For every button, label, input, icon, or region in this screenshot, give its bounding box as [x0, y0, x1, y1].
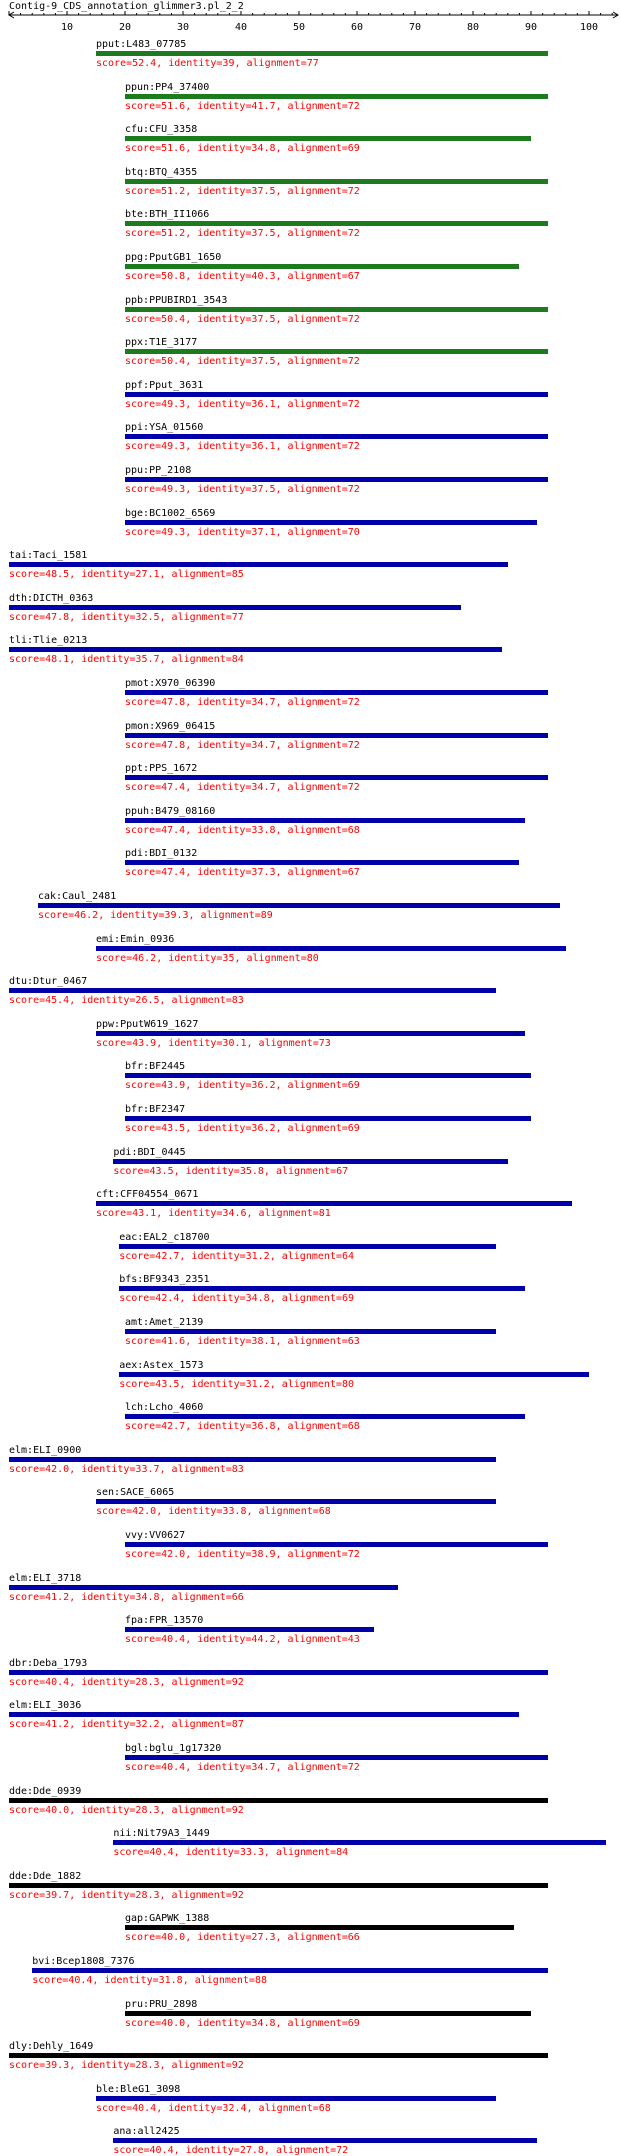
axis-tick-label: 10 — [60, 22, 74, 33]
alignment-bar — [9, 988, 496, 993]
axis-tick-label: 90 — [524, 22, 538, 33]
alignment-bar — [125, 775, 548, 780]
alignment-bar — [96, 2096, 496, 2101]
hit-name: aex:Astex_1573 — [119, 1359, 204, 1371]
hit-score-text: score=41.2, identity=34.8, alignment=66 — [9, 1591, 244, 1603]
hit-score-text: score=42.7, identity=36.8, alignment=68 — [125, 1421, 360, 1433]
hit-name: ppw:PputW619_1627 — [96, 1018, 199, 1030]
alignment-bar — [125, 520, 537, 525]
hit-score-text: score=49.3, identity=36.1, alignment=72 — [125, 441, 360, 453]
hit-score-text: score=51.2, identity=37.5, alignment=72 — [125, 185, 360, 197]
hit-score-text: score=49.3, identity=36.1, alignment=72 — [125, 398, 360, 410]
alignment-bar — [96, 1031, 525, 1036]
alignment-bar — [125, 94, 548, 99]
hit-name: emi:Emin_0936 — [96, 933, 175, 945]
hit-score-text: score=51.6, identity=41.7, alignment=72 — [125, 100, 360, 112]
hit-name: bfr:BF2445 — [125, 1061, 186, 1073]
hit-score-text: score=47.4, identity=37.3, alignment=67 — [125, 867, 360, 879]
axis-tick-label: 50 — [292, 22, 306, 33]
alignment-bar — [9, 605, 461, 610]
hit-score-text: score=49.3, identity=37.5, alignment=72 — [125, 484, 360, 495]
hit-name: dly:Dehly_1649 — [9, 2041, 94, 2053]
hit-name: pdi:BDI_0132 — [125, 848, 198, 860]
hit-score-text: score=43.5, identity=31.2, alignment=80 — [119, 1378, 354, 1390]
alignment-bar — [119, 1286, 525, 1291]
hit-name: ppuh:B479_08160 — [125, 805, 216, 817]
hit-name: bge:BC1002_6569 — [125, 507, 216, 519]
hit-name: pmon:X969_06415 — [125, 720, 216, 732]
hit-score-text: score=40.4, identity=44.2, alignment=43 — [125, 1634, 360, 1646]
hit-score-text: score=47.4, identity=34.7, alignment=72 — [125, 782, 360, 794]
hit-name: fpa:FPR_13570 — [125, 1615, 204, 1627]
hit-score-text: score=40.4, identity=28.3, alignment=92 — [9, 1676, 244, 1688]
alignment-bar — [9, 1712, 519, 1717]
hit-score-text: score=45.4, identity=26.5, alignment=83 — [9, 995, 244, 1007]
hit-score-text: score=40.4, identity=27.8, alignment=72 — [113, 2145, 349, 2156]
hit-score-text: score=46.2, identity=35, alignment=80 — [96, 952, 319, 964]
alignment-bar — [96, 1201, 572, 1206]
alignment-bar — [125, 1073, 531, 1078]
hit-score-text: score=42.0, identity=33.8, alignment=68 — [96, 1506, 331, 1518]
hit-score-text: score=46.2, identity=39.3, alignment=89 — [38, 910, 273, 921]
alignment-bar — [96, 1499, 496, 1504]
diagram-title: Contig-9_CDS_annotation_glimmer3.pl_2_2 — [9, 1, 244, 12]
hit-name: ble:BleG1_3098 — [96, 2083, 181, 2095]
alignment-bar — [125, 221, 548, 226]
hit-score-text: score=48.5, identity=27.1, alignment=85 — [9, 569, 244, 581]
hit-name: amt:Amet_2139 — [125, 1317, 204, 1328]
alignment-bar — [125, 1414, 525, 1419]
hit-score-text: score=47.4, identity=33.8, alignment=68 — [125, 824, 360, 836]
hit-name: lch:Lcho_4060 — [125, 1402, 204, 1414]
alignment-bar — [125, 690, 548, 695]
hit-name: ppg:PputGB1_1650 — [125, 252, 222, 263]
hit-score-text: score=43.9, identity=36.2, alignment=69 — [125, 1080, 360, 1092]
hit-name: ppt:PPS_1672 — [125, 763, 198, 775]
hit-name: bfr:BF2347 — [125, 1104, 186, 1115]
alignment-bar — [9, 1798, 548, 1803]
alignment-bar — [125, 349, 548, 354]
hit-name: pdi:BDI_0445 — [113, 1146, 186, 1158]
hit-name: elm:ELI_3718 — [9, 1572, 82, 1584]
alignment-bar — [125, 1755, 548, 1760]
alignment-bar — [125, 136, 531, 141]
hit-name: dde:Dde_1882 — [9, 1870, 82, 1882]
hit-name: bfs:BF9343_2351 — [119, 1274, 210, 1286]
hit-score-text: score=49.3, identity=37.1, alignment=70 — [125, 526, 360, 538]
hit-score-text: score=43.9, identity=30.1, alignment=73 — [96, 1037, 331, 1049]
hit-name: ppu:PP_2108 — [125, 465, 192, 476]
hit-name: bte:BTH_II1066 — [125, 209, 210, 221]
hit-score-text: score=40.0, identity=28.3, alignment=92 — [9, 1804, 244, 1816]
alignment-bar — [9, 647, 502, 652]
alignment-bar — [125, 392, 548, 397]
alignment-bar — [9, 1670, 548, 1675]
hit-score-text: score=39.7, identity=28.3, alignment=92 — [9, 1889, 244, 1901]
hit-name: cfu:CFU_3358 — [125, 124, 198, 136]
alignment-bar — [119, 1244, 496, 1249]
hit-name: bgl:bglu_1g17320 — [125, 1743, 222, 1754]
alignment-bar — [32, 1968, 548, 1973]
axis-tick-label: 60 — [350, 22, 364, 33]
hit-score-text: score=43.5, identity=36.2, alignment=69 — [125, 1123, 360, 1134]
hit-score-text: score=43.1, identity=34.6, alignment=81 — [96, 1208, 331, 1220]
alignment-bar — [125, 264, 519, 269]
hit-score-text: score=47.8, identity=32.5, alignment=77 — [9, 611, 244, 623]
alignment-bar — [119, 1372, 589, 1377]
alignment-bar — [113, 1840, 606, 1845]
hit-name: gap:GAPWK_1388 — [125, 1913, 210, 1925]
hit-name: ppi:YSA_01560 — [125, 422, 204, 434]
hit-name: btq:BTQ_4355 — [125, 166, 198, 178]
hit-score-text: score=40.0, identity=27.3, alignment=66 — [125, 1932, 360, 1944]
alignment-bar — [125, 818, 525, 823]
alignment-bar — [125, 434, 548, 439]
hit-name: elm:ELI_0900 — [9, 1444, 82, 1456]
hit-score-text: score=40.0, identity=34.8, alignment=69 — [125, 2017, 360, 2029]
hit-score-text: score=51.6, identity=34.8, alignment=69 — [125, 143, 360, 155]
hit-score-text: score=43.5, identity=35.8, alignment=67 — [113, 1165, 349, 1177]
alignment-bar — [113, 1159, 507, 1164]
hit-name: cak:Caul_2481 — [38, 891, 117, 902]
hit-score-text: score=47.8, identity=34.7, alignment=72 — [125, 739, 360, 751]
hit-score-text: score=52.4, identity=39, alignment=77 — [96, 58, 319, 69]
hit-score-text: score=41.2, identity=32.2, alignment=87 — [9, 1719, 244, 1731]
hit-name: sen:SACE_6065 — [96, 1487, 175, 1499]
hit-score-text: score=39.3, identity=28.3, alignment=92 — [9, 2060, 244, 2072]
hit-score-text: score=40.4, identity=33.3, alignment=84 — [113, 1847, 349, 1859]
hit-score-text: score=40.4, identity=32.4, alignment=68 — [96, 2102, 331, 2114]
alignment-bar — [125, 733, 548, 738]
hit-name: eac:EAL2_c18700 — [119, 1231, 210, 1243]
hit-score-text: score=42.4, identity=34.8, alignment=69 — [119, 1293, 354, 1305]
hit-name: ppf:Pput_3631 — [125, 379, 204, 391]
alignment-bar — [125, 2011, 531, 2016]
hit-score-text: score=47.8, identity=34.7, alignment=72 — [125, 697, 360, 708]
alignment-bar — [96, 946, 566, 951]
hit-name: dde:Dde_0939 — [9, 1785, 82, 1797]
axis-tick-label: 80 — [466, 22, 480, 33]
hit-name: tai:Taci_1581 — [9, 550, 88, 562]
alignment-bar — [125, 477, 548, 482]
alignment-bar — [125, 1542, 548, 1547]
hit-name: dbr:Deba_1793 — [9, 1657, 88, 1669]
hit-score-text: score=51.2, identity=37.5, alignment=72 — [125, 228, 360, 240]
hit-score-text: score=48.1, identity=35.7, alignment=84 — [9, 654, 244, 666]
hit-score-text: score=42.0, identity=33.7, alignment=83 — [9, 1463, 244, 1475]
alignment-bar — [125, 1627, 374, 1632]
axis-tick-label: 30 — [176, 22, 190, 33]
hit-name: ana:all2425 — [113, 2126, 180, 2138]
hit-name: tli:Tlie_0213 — [9, 635, 88, 647]
hit-name: vvy:VV0627 — [125, 1530, 186, 1541]
alignment-bar — [9, 1883, 548, 1888]
hit-name: bvi:Bcep1808_7376 — [32, 1956, 135, 1967]
hit-name: ppb:PPUBIRD1_3543 — [125, 294, 228, 306]
hit-score-text: score=41.6, identity=38.1, alignment=63 — [125, 1336, 360, 1347]
hit-score-text: score=40.4, identity=31.8, alignment=88 — [32, 1975, 267, 1986]
alignment-bar — [9, 1585, 398, 1590]
hit-name: elm:ELI_3036 — [9, 1700, 82, 1712]
alignment-bar — [9, 562, 508, 567]
hit-name: pru:PRU_2898 — [125, 1998, 198, 2010]
axis-ruler — [0, 0, 620, 36]
axis-tick-label: 70 — [408, 22, 422, 33]
axis-tick-label: 20 — [118, 22, 132, 33]
alignment-bar — [125, 1925, 514, 1930]
hit-score-text: score=40.4, identity=34.7, alignment=72 — [125, 1762, 360, 1773]
alignment-bar — [96, 51, 548, 56]
hit-name: cft:CFF04554_0671 — [96, 1189, 199, 1201]
alignment-bar — [9, 2053, 548, 2058]
hit-name: dtu:Dtur_0467 — [9, 976, 88, 988]
alignment-bar — [38, 903, 560, 908]
hit-name: ppun:PP4_37400 — [125, 81, 210, 93]
hit-score-text: score=42.0, identity=38.9, alignment=72 — [125, 1549, 360, 1560]
hit-score-text: score=50.4, identity=37.5, alignment=72 — [125, 313, 360, 325]
alignment-bar — [125, 1329, 496, 1334]
hit-name: dth:DICTH_0363 — [9, 592, 94, 604]
axis-tick-label: 100 — [579, 22, 599, 33]
hit-name: pput:L483_07785 — [96, 39, 187, 50]
hit-name: nii:Nit79A3_1449 — [113, 1828, 210, 1840]
alignment-bar — [125, 1116, 531, 1121]
hit-name: pmot:X970_06390 — [125, 678, 216, 689]
axis-tick-label: 40 — [234, 22, 248, 33]
hit-score-text: score=50.4, identity=37.5, alignment=72 — [125, 356, 360, 368]
hit-name: ppx:T1E_3177 — [125, 337, 198, 349]
alignment-bar — [125, 307, 548, 312]
hit-score-text: score=42.7, identity=31.2, alignment=64 — [119, 1250, 354, 1262]
alignment-bar — [125, 860, 519, 865]
alignment-bar — [125, 179, 548, 184]
hit-score-text: score=50.8, identity=40.3, alignment=67 — [125, 271, 360, 282]
alignment-bar — [9, 1457, 496, 1462]
